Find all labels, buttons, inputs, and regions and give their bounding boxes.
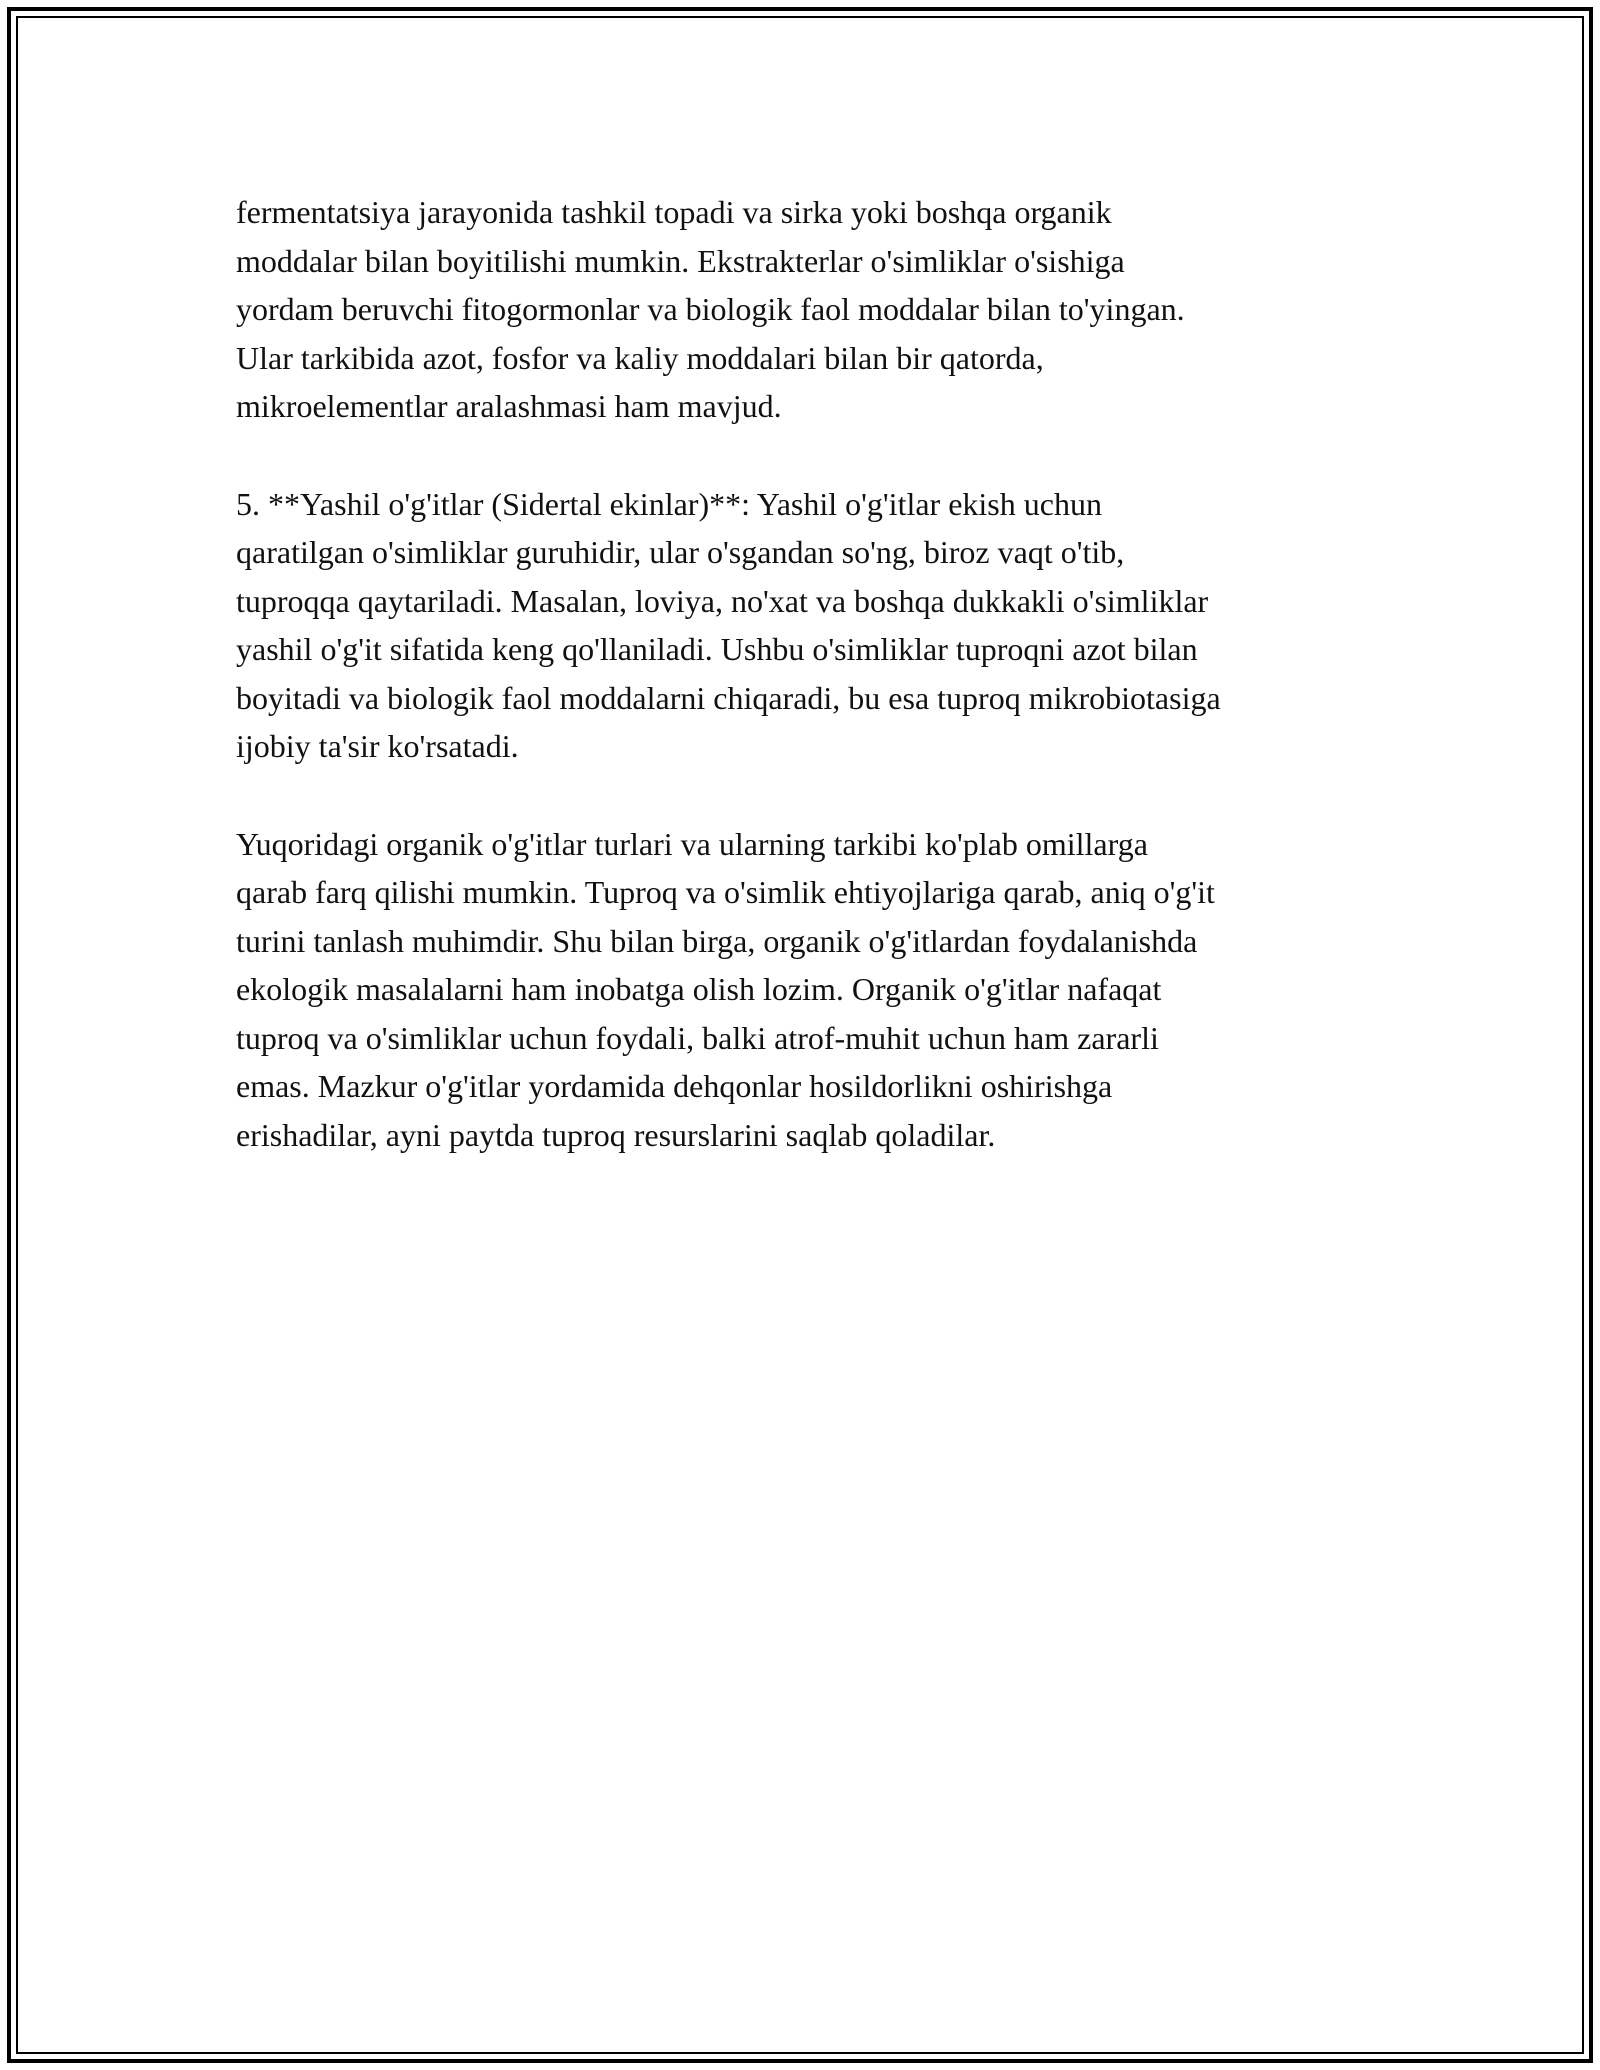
text-line: Ular tarkibida azot, fosfor va kaliy moddalari bilan bir qatorda, (236, 339, 1044, 376)
text-line: Yuqoridagi organik o'g'itlar turlari va ularning tarkibi ko'plab omillarga (236, 825, 1148, 862)
paragraph-extracts (236, 188, 1376, 431)
text-line: mikroelementlar aralashmasi ham mavjud. (236, 388, 782, 424)
text-line: tuproqqa qaytariladi. Masalan, loviya, no'xat va boshqa dukkakli o'simliklar (236, 582, 1209, 619)
text-line: emas. Mazkur o'g'itlar yordamida dehqonlar hosildorlikni oshirishga (236, 1068, 1113, 1104)
text-line: qarab farq qilishi mumkin. Tuproq va o'simlik ehtiyojlariga qarab, aniq o'g'it (236, 874, 1215, 910)
text-line: qaratilgan o'simliklar guruhidir, ular o'sgandan so'ng, biroz vaqt o'tib, (236, 534, 1125, 570)
text-line: fermentatsiya jarayonida tashkil topadi va sirka yoki boshqa organik (236, 194, 1112, 230)
text-line: yashil o'g'it sifatida keng qo'llaniladi. Ushbu o'simliklar tuproqni azot bilan (236, 631, 1198, 667)
paragraph-green-manure (236, 480, 1376, 771)
text-line: ijobiy ta'sir ko'rsatadi. (236, 728, 519, 764)
text-line: ekologik masalalarni ham inobatga olish lozim. Organik o'g'itlar nafaqat (236, 971, 1162, 1007)
text-line: yordam beruvchi fitogormonlar va biologik faol moddalar bilan to'yingan. (236, 291, 1185, 327)
text-line: boyitadi va biologik faol moddalarni chiqaradi, bu esa tuproq mikrobiotasiga (236, 679, 1221, 716)
text-line: turini tanlash muhimdir. Shu bilan birga, organik o'g'itlardan foydalanishda (236, 922, 1198, 959)
text-line: erishadilar, ayni paytda tuproq resurslarini saqlab qoladilar. (236, 1116, 996, 1153)
text-line: moddalar bilan boyitilishi mumkin. Ekstrakterlar o'simliklar o'sishiga (236, 242, 1125, 279)
text-line: 5. **Yashil o'g'itlar (Sidertal ekinlar)**: Yashil o'g'itlar ekish uchun (236, 485, 1102, 522)
text-line: tuproq va o'simliklar uchun foydali, balki atrof-muhit uchun ham zararli (236, 1019, 1159, 1056)
document-body (236, 188, 1376, 1159)
paragraph-conclusion (236, 820, 1376, 1160)
